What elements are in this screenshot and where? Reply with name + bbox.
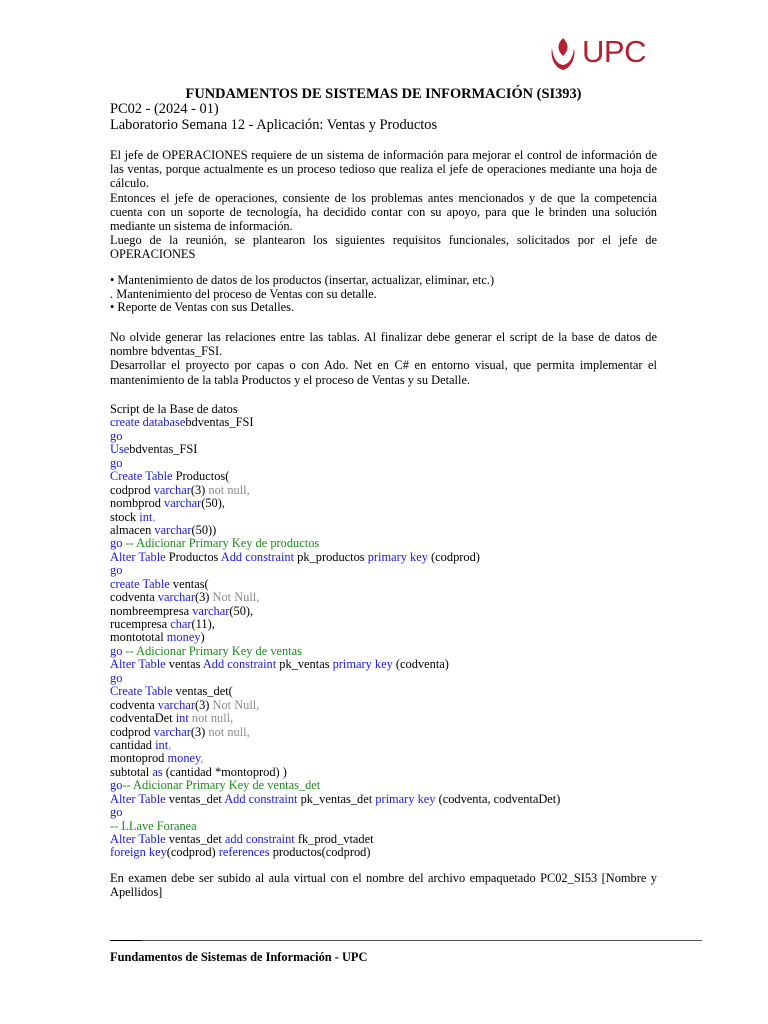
code-line xyxy=(110,511,670,524)
sql-comment: -- Adicionar Primary Key de ventas xyxy=(122,643,302,658)
sql-text: pk_ventas xyxy=(276,657,333,672)
code-line xyxy=(110,470,670,483)
sql-keyword: Alter Table xyxy=(110,657,166,672)
code-line xyxy=(110,766,670,779)
closing-paragraph: En examen debe ser subido al aula virtual con el nombre del archivo empaquetado PC02_SI53 [Nombre y Apellidos] xyxy=(110,871,657,900)
code-line xyxy=(110,605,670,618)
sql-keyword: primary key xyxy=(375,791,436,806)
lab-subtitle: Laboratorio Semana 12 - Aplicación: Ventas y Productos xyxy=(110,117,438,133)
sql-keyword: go xyxy=(110,428,123,443)
instructions-p1: No olvide generar las relaciones entre las tablas. Al finalizar debe generar el script de la base de datos de nombre bdventas_FSI. xyxy=(110,330,657,359)
sql-keyword: int xyxy=(155,737,169,752)
sql-keyword: primary key xyxy=(332,657,393,672)
code-line xyxy=(110,793,670,806)
sql-text: montototal xyxy=(110,630,167,645)
intro-p1: El jefe de OPERACIONES requiere de un sistema de información para mejorar el control de información de las ventas, porque actualmente es un proceso tedioso que realiza el jefe de operaciones mediante una hoja de cálculo. xyxy=(110,148,657,191)
code-line xyxy=(110,833,670,846)
sql-text: Productos xyxy=(165,549,221,564)
requirement-item: . Mantenimiento del proceso de Ventas con su detalle. xyxy=(110,286,377,301)
requirements-list xyxy=(110,274,670,315)
code-line xyxy=(110,726,670,739)
sql-modifier: not null, xyxy=(208,482,250,497)
sql-keyword: char xyxy=(170,617,192,631)
sql-text: nombprod xyxy=(110,496,165,511)
sql-keyword: as xyxy=(152,764,163,779)
code-line xyxy=(110,591,670,604)
sql-text: bdventas_FSI xyxy=(129,442,198,457)
sql-keyword: Alter Table xyxy=(110,549,166,564)
sql-text: almacen xyxy=(110,522,155,537)
sql-keyword: Alter Table xyxy=(110,791,166,806)
sql-modifier: Not Null, xyxy=(212,697,260,712)
sql-text: rucempresa xyxy=(110,617,171,631)
sql-keyword: references xyxy=(218,845,270,860)
code-line xyxy=(110,537,670,550)
code-line xyxy=(110,497,670,510)
sql-text: (cantidad *montoprod) ) xyxy=(162,764,287,779)
code-line xyxy=(110,443,670,456)
sql-text: (3) xyxy=(190,482,209,497)
sql-keyword: Create Table xyxy=(110,684,173,699)
sql-keyword: varchar xyxy=(192,603,230,618)
instructions xyxy=(110,330,657,387)
sql-modifier: , xyxy=(200,751,204,766)
sql-text: (codprod) xyxy=(166,845,219,860)
code-line xyxy=(110,631,670,644)
code-line xyxy=(110,685,670,698)
intro-p3: Luego de la reunión, se plantearon los siguientes requisitos funcionales, solicitados por el jefe de OPERACIONES xyxy=(110,233,657,262)
instructions-p2: Desarrollar el proyecto por capas o con Ado. Net en C# en entorno visual, que permita implementar el mantenimiento de la tabla Productos y el proceso de Ventas y su Detalle. xyxy=(110,358,657,387)
sql-keyword: varchar xyxy=(153,724,191,739)
code-line xyxy=(110,846,670,859)
sql-text: fk_prod_vtadet xyxy=(294,832,374,846)
sql-comment: -- LLave Foranea xyxy=(110,818,197,833)
sql-keyword: varchar xyxy=(153,482,191,497)
sql-text: (3) xyxy=(190,724,209,739)
sql-text: stock xyxy=(110,509,140,524)
code-line xyxy=(110,551,670,564)
sql-text: ventas xyxy=(165,657,203,672)
sql-text: subtotal xyxy=(110,764,153,779)
code-line xyxy=(110,699,670,712)
sql-text: (codprod) xyxy=(427,549,480,564)
sql-keyword: Use xyxy=(110,442,130,457)
exam-code: PC02 - (2024 - 01) xyxy=(110,101,219,117)
sql-keyword: go xyxy=(110,563,123,578)
requirement-item: • Reporte de Ventas con sus Detalles. xyxy=(110,300,295,314)
intro-p2: Entonces el jefe de operaciones, consiente de los problemas antes mencionados y de que la competencia cuenta con un soporte de tecnología, ha decidido contar con su apoyo, para que le brinden una solución mediante un sistema de información. xyxy=(110,190,657,234)
sql-text: (3) xyxy=(194,697,213,712)
sql-text: codventaDet xyxy=(110,711,176,726)
code-line xyxy=(110,484,670,497)
sql-text: codventa xyxy=(110,697,158,712)
sql-text: ventas( xyxy=(169,576,209,591)
sql-text: montoprod xyxy=(110,751,168,766)
code-line xyxy=(110,578,670,591)
sql-script xyxy=(110,403,670,860)
sql-text: (codventa) xyxy=(392,657,449,672)
sql-keyword: Add constraint xyxy=(224,791,298,806)
sql-keyword: go xyxy=(110,805,123,820)
sql-text: (11), xyxy=(191,617,215,631)
sql-keyword: varchar xyxy=(157,590,195,605)
code-line xyxy=(110,806,670,819)
document-title: FUNDAMENTOS DE SISTEMAS DE INFORMACIÓN (SI393) xyxy=(185,86,582,102)
code-line xyxy=(110,820,670,833)
sql-keyword: create Table xyxy=(110,576,170,591)
code-line xyxy=(110,658,670,671)
sql-text: ventas_det xyxy=(165,791,225,806)
sql-keyword: varchar xyxy=(154,522,192,537)
sql-keyword: create database xyxy=(110,415,186,430)
logo-text: UPC xyxy=(582,34,646,69)
code-line xyxy=(110,739,670,752)
sql-text: codventa xyxy=(110,590,158,605)
sql-text: (50), xyxy=(229,603,254,618)
code-line xyxy=(110,645,670,658)
sql-text: (50), xyxy=(201,496,225,511)
code-line xyxy=(110,672,670,685)
code-line xyxy=(110,564,670,577)
sql-modifier: , xyxy=(168,737,172,752)
code-line xyxy=(110,618,670,631)
sql-keyword: add constraint xyxy=(224,832,295,846)
sql-keyword: Add constraint xyxy=(220,549,295,564)
intro-paragraph xyxy=(110,148,657,262)
sql-keyword: int xyxy=(139,509,153,524)
sql-modifier: not null, xyxy=(208,724,250,739)
sql-comment: -- Adicionar Primary Key de productos xyxy=(122,536,320,551)
sql-text: codprod xyxy=(110,724,154,739)
page-footer: Fundamentos de Sistemas de Información - UPC xyxy=(110,950,368,964)
sql-text: ventas_det( xyxy=(172,684,233,699)
sql-text: pk_ventas_det xyxy=(297,791,376,806)
sql-keyword: varchar xyxy=(157,697,195,712)
sql-text: productos(codprod) xyxy=(269,845,371,860)
sql-text: bdventas_FSI xyxy=(185,415,254,430)
sql-keyword: go xyxy=(110,670,123,685)
sql-keyword: Add constraint xyxy=(202,657,277,672)
code-line xyxy=(110,524,670,537)
sql-keyword: money xyxy=(166,630,201,645)
requirement-item: • Mantenimiento de datos de los productos (insertar, actualizar, eliminar, etc.) xyxy=(110,273,495,287)
code-line xyxy=(110,430,670,443)
sql-text: Productos( xyxy=(172,469,230,484)
sql-modifier: , xyxy=(152,509,156,524)
sql-modifier: not null, xyxy=(188,711,234,726)
sql-text: (codventa, codventaDet) xyxy=(435,791,561,806)
code-line xyxy=(110,752,670,765)
code-line xyxy=(110,712,670,725)
sql-keyword: go xyxy=(110,536,123,551)
sql-text: pk_productos xyxy=(294,549,368,564)
code-line xyxy=(110,779,670,792)
sql-keyword: foreign key xyxy=(110,845,167,860)
script-heading: Script de la Base de datos xyxy=(110,402,238,416)
sql-text: (3) xyxy=(194,590,213,605)
sql-keyword: money xyxy=(167,751,201,766)
sql-keyword: varchar xyxy=(164,496,202,511)
sql-keyword: Alter Table xyxy=(110,832,166,846)
upc-logo xyxy=(548,36,658,74)
sql-modifier: Not Null, xyxy=(212,590,260,605)
code-line xyxy=(110,457,670,470)
sql-keyword: go xyxy=(110,455,123,470)
sql-text: codprod xyxy=(110,482,154,497)
sql-text: ventas_det xyxy=(165,832,225,846)
footer-rule-extension xyxy=(142,940,702,941)
sql-text: cantidad xyxy=(110,737,156,752)
code-line xyxy=(110,416,670,429)
upc-emblem-icon xyxy=(548,36,578,72)
sql-text: ) xyxy=(200,630,205,645)
sql-keyword: go xyxy=(110,778,123,793)
sql-keyword: int xyxy=(175,711,189,726)
sql-keyword: Create Table xyxy=(110,469,173,484)
sql-text: (50)) xyxy=(191,522,217,537)
sql-keyword: go xyxy=(110,643,123,658)
sql-comment: -- Adicionar Primary Key de ventas_det xyxy=(122,778,321,793)
sql-text: nombreempresa xyxy=(110,603,193,618)
sql-keyword: primary key xyxy=(367,549,428,564)
footer-rule xyxy=(110,940,142,941)
